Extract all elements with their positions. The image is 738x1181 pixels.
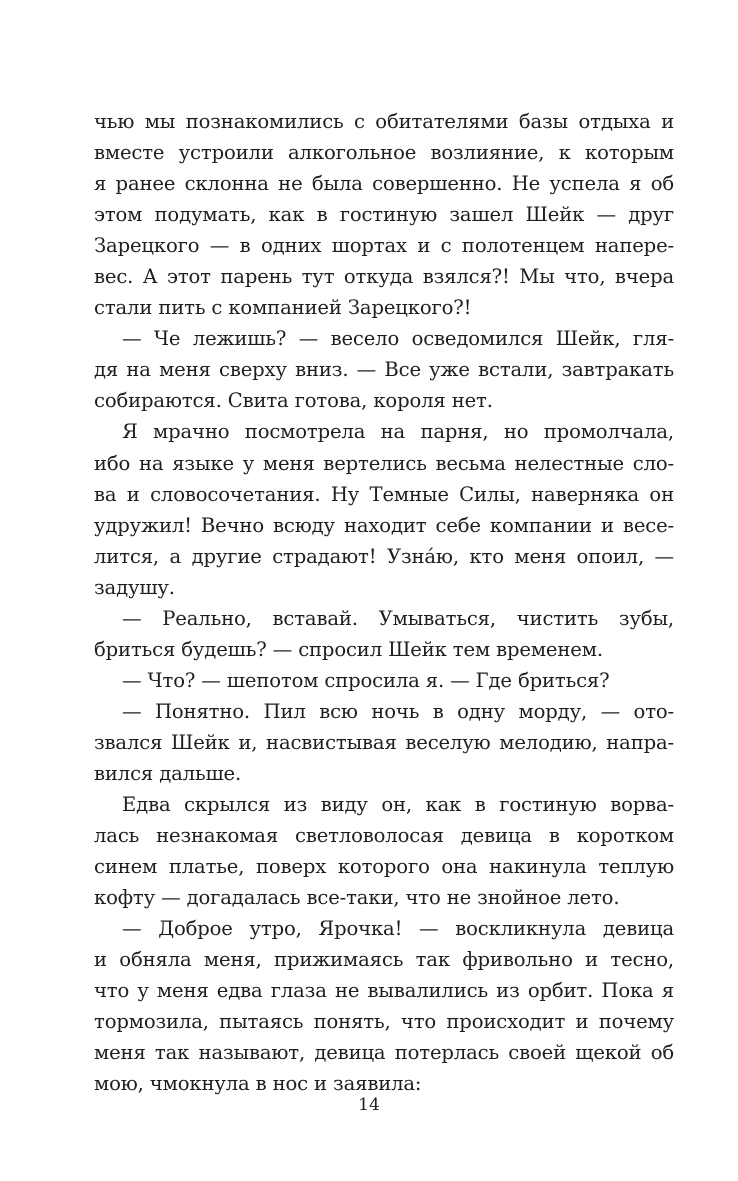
text-line: ва и словосочетания. Ну Темные Силы, наверняка он — [94, 482, 674, 506]
text-line: — Реально, вставай. Умываться, чистить зубы, — [122, 606, 674, 630]
text-line: я ранее склонна не была совершенно. Не успела я об — [94, 172, 674, 196]
text-line: Я мрачно посмотрела на парня, но промолчала, — [122, 420, 674, 444]
text-line: стали пить с компанией Зарецкого?! — [94, 296, 472, 320]
text-line: меня так называют, девица потерлась своей щекой об — [94, 1041, 674, 1065]
text-line: тормозила, пытаясь понять, что происходит и почему — [94, 1010, 674, 1034]
text-line: этом подумать, как в гостиную зашел Шейк — друг — [94, 203, 674, 227]
text-line: вился дальше. — [94, 761, 242, 785]
text-line: собираются. Свита готова, короля нет. — [94, 389, 493, 413]
page-body-text — [94, 106, 674, 1100]
text-line: — Че лежишь? — весело осведомился Шейк, гля- — [122, 327, 674, 351]
text-line: мою, чмокнула в нос и заявила: — [94, 1072, 422, 1096]
text-line: синем платье, поверх которого она накинула теплую — [94, 855, 674, 879]
text-line: — Доброе утро, Ярочка! — воскликнула девица — [122, 917, 674, 941]
text-line: вес. А этот парень тут откуда взялся?! Мы что, вчера — [94, 265, 674, 289]
text-line: — Что? — шепотом спросила я. — Где бриться? — [122, 668, 610, 692]
text-line: задушу. — [94, 575, 175, 599]
text-line: вместе устроили алкогольное возлияние, к которым — [94, 141, 674, 165]
text-line: лась незнакомая светловолосая девица в коротком — [94, 824, 674, 848]
text-line: удружил! Вечно всюду находит себе компании и весе- — [94, 513, 674, 537]
text-line: ибо на языке у меня вертелись весьма нелестные сло- — [94, 451, 674, 475]
text-line: звался Шейк и, насвистывая веселую мелодию, напра- — [94, 730, 674, 754]
text-line: Зарецкого — в одних шортах и с полотенцем напере- — [94, 234, 674, 258]
text-line: дя на меня сверху вниз. — Все уже встали, завтракать — [94, 358, 674, 382]
text-line: бриться будешь? — спросил Шейк тем временем. — [94, 637, 603, 661]
text-line: кофту — догадалась все-таки, что не знойное лето. — [94, 886, 620, 910]
text-line: — Понятно. Пил всю ночь в одну морду, — ото- — [122, 699, 674, 723]
text-line: лится, а другие страдают! Узна́ю, кто меня опоил, — — [94, 544, 674, 568]
page-number: 14 — [358, 1095, 380, 1115]
text-line: что у меня едва глаза не вывалились из орбит. Пока я — [94, 979, 674, 1003]
text-line: чью мы познакомились с обитателями базы отдыха и — [94, 110, 674, 133]
text-line: и обняла меня, прижимаясь так фривольно и тесно, — [94, 948, 674, 972]
text-line: Едва скрылся из виду он, как в гостиную ворва- — [122, 793, 674, 817]
